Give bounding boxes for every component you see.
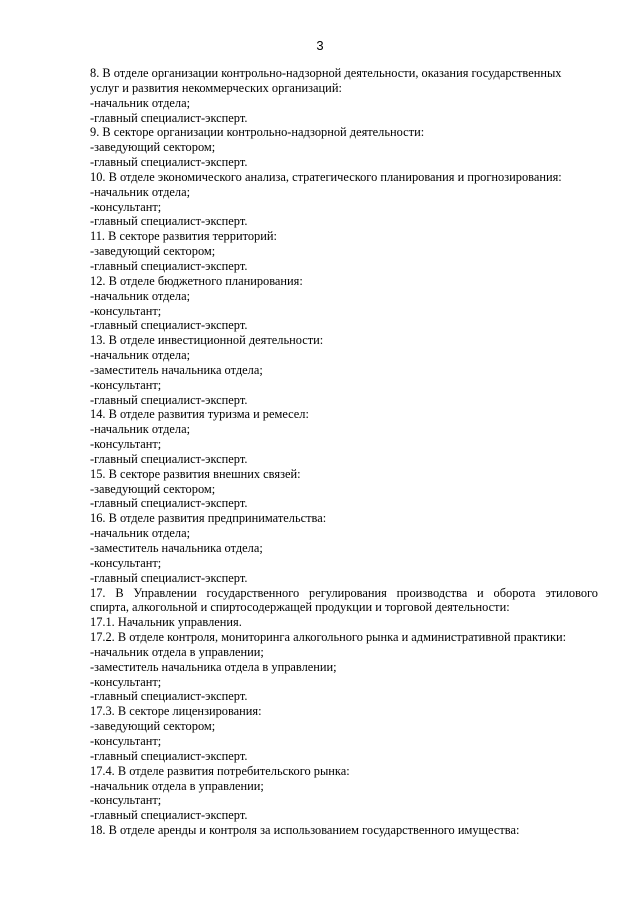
- text-line: -заведующий сектором;: [90, 719, 216, 734]
- text-line: -начальник отдела;: [90, 526, 191, 541]
- text-line: 14. В отделе развития туризма и ремесел:: [90, 407, 309, 422]
- text-line: 8. В отделе организации контрольно-надзорной деятельности, оказания государственных: [90, 66, 562, 80]
- text-line: 17.3. В секторе лицензирования:: [90, 704, 262, 719]
- text-line: -консультант;: [90, 674, 162, 689]
- text-line: -начальник отдела;: [90, 348, 191, 363]
- text-line: -главный специалист-эксперт.: [90, 689, 248, 704]
- text-line: 15. В секторе развития внешних связей:: [90, 466, 301, 481]
- text-line: 12. В отделе бюджетного планирования:: [90, 273, 303, 288]
- text-line: -консультант;: [90, 437, 162, 452]
- text-line: -главный специалист-эксперт.: [90, 748, 248, 763]
- text-line: -главный специалист-эксперт.: [90, 318, 248, 333]
- text-line: -консультант;: [90, 377, 162, 392]
- text-line: -начальник отдела в управлении;: [90, 644, 264, 659]
- text-line: -начальник отдела в управлении;: [90, 778, 264, 793]
- text-line: -главный специалист-эксперт.: [90, 258, 248, 273]
- text-line: 18. В отделе аренды и контроля за использованием государственного имущества:: [90, 823, 520, 838]
- text-line: 17.2. В отделе контроля, мониторинга алкогольного рынка и административной практики:: [90, 630, 567, 645]
- text-line: -консультант;: [90, 793, 162, 808]
- text-line: 17.4. В отделе развития потребительского рынка:: [90, 763, 350, 778]
- text-line: -заведующий сектором;: [90, 140, 216, 155]
- text-line: спирта, алкогольной и спиртосодержащей продукции и торговой деятельности:: [90, 600, 510, 615]
- text-line: -консультант;: [90, 303, 162, 318]
- text-line: -главный специалист-эксперт.: [90, 155, 248, 170]
- text-line: -начальник отдела;: [90, 422, 191, 437]
- text-line: -заместитель начальника отдела;: [90, 541, 263, 555]
- document-body: [90, 66, 598, 838]
- text-line: -главный специалист-эксперт.: [90, 110, 248, 125]
- text-line: 13. В отделе инвестиционной деятельности:: [90, 333, 324, 348]
- text-line: 17.1. Начальник управления.: [90, 615, 242, 630]
- text-line: -консультант;: [90, 733, 162, 748]
- text-line: -заместитель начальника отдела;: [90, 362, 263, 377]
- text-line: -главный специалист-эксперт.: [90, 570, 248, 585]
- text-line: -главный специалист-эксперт.: [90, 451, 248, 466]
- text-line: -заместитель начальника отдела в управлении;: [90, 659, 337, 674]
- text-line: -главный специалист-эксперт.: [90, 214, 248, 229]
- text-line: 9. В секторе организации контрольно-надзорной деятельности:: [90, 125, 425, 140]
- text-line: -консультант;: [90, 555, 162, 570]
- text-line: -главный специалист-эксперт.: [90, 392, 248, 407]
- text-line: 16. В отделе развития предпринимательства:: [90, 511, 327, 526]
- text-line: -заведующий сектором;: [90, 244, 216, 259]
- text-line: -консультант;: [90, 199, 162, 214]
- text-line: -начальник отдела;: [90, 95, 191, 110]
- text-line: -главный специалист-эксперт.: [90, 496, 248, 511]
- text-line: -начальник отдела;: [90, 288, 191, 303]
- text-line: услуг и развития некоммерческих организаций:: [90, 80, 342, 95]
- text-line: 11. В секторе развития территорий:: [90, 229, 277, 244]
- page-number: 3: [316, 38, 324, 53]
- text-line: -главный специалист-эксперт.: [90, 808, 248, 823]
- text-line: -начальник отдела;: [90, 184, 191, 199]
- text-line: 17. В Управлении государственного регулирования производства и оборота этилового: [90, 585, 598, 600]
- text-line: -заведующий сектором;: [90, 481, 216, 496]
- text-line: 10. В отделе экономического анализа, стратегического планирования и прогнозирования:: [90, 169, 562, 184]
